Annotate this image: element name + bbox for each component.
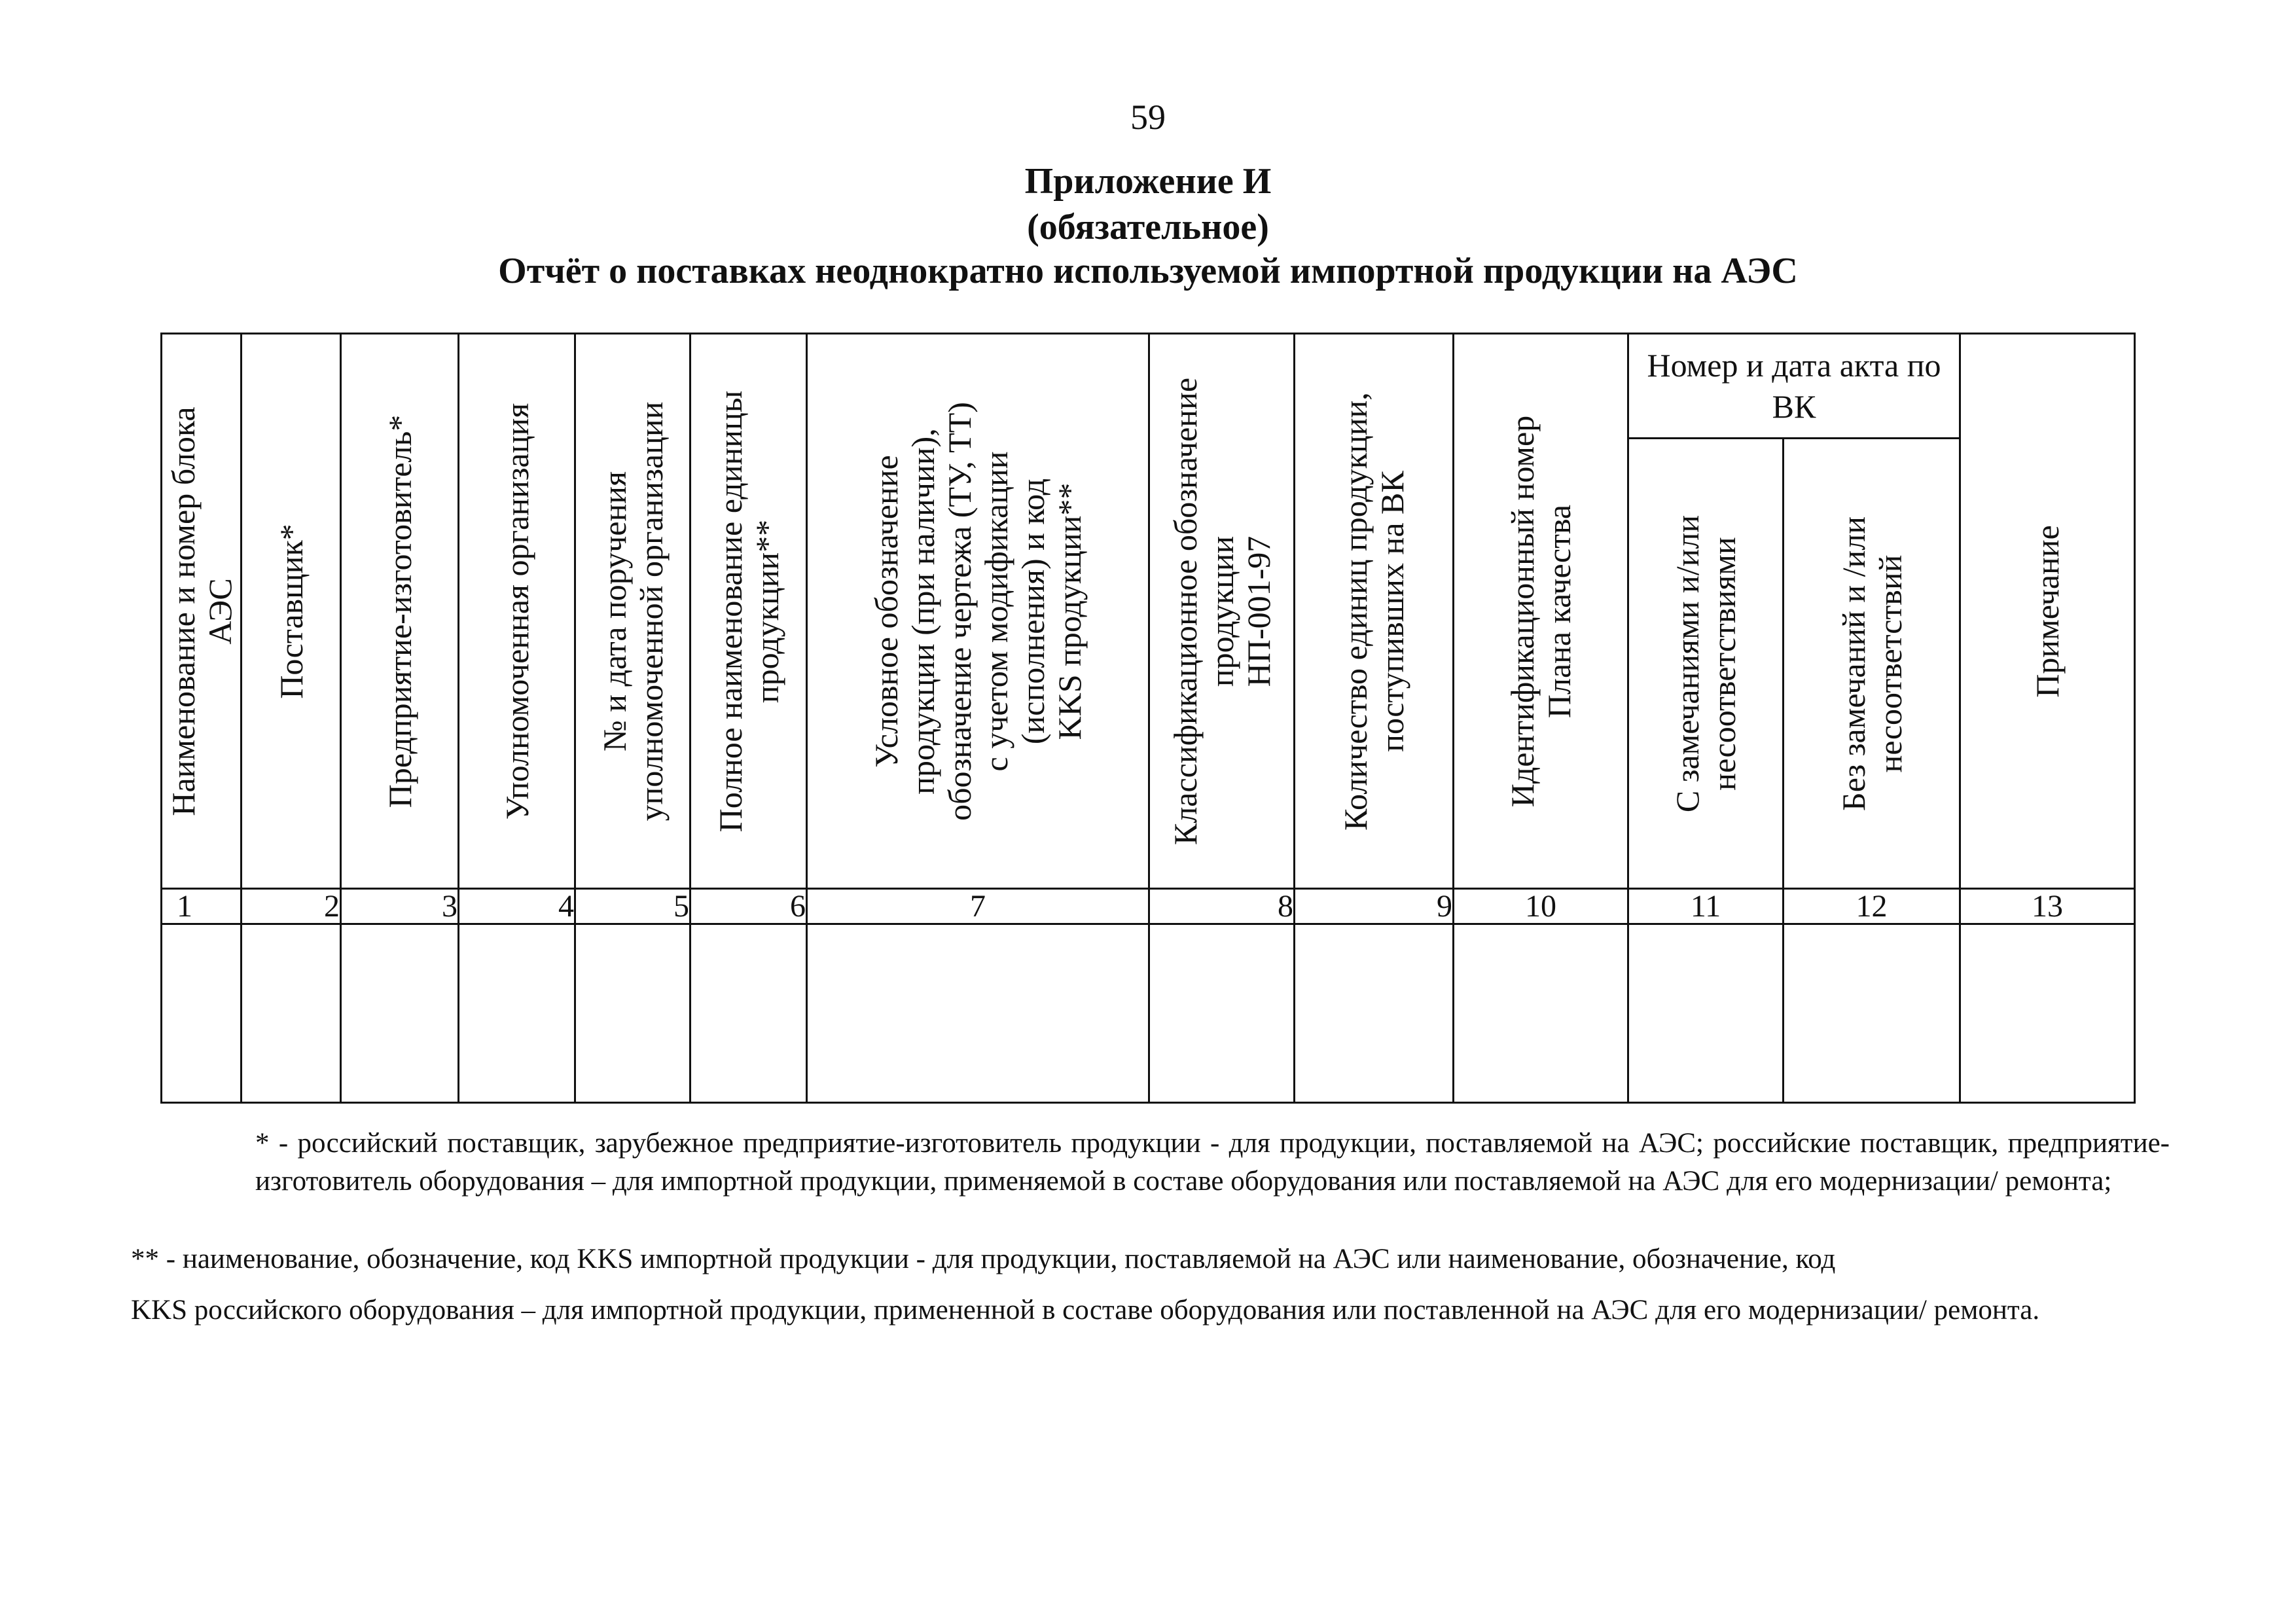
header-cell-10 xyxy=(1454,334,1628,889)
column-number: 12 xyxy=(1784,889,1960,924)
header-cell-11 xyxy=(1628,439,1784,889)
act-number-group-header: Номер и дата акта по ВК xyxy=(1628,334,1960,439)
data-cell xyxy=(162,924,242,1103)
footnote-single-asterisk: * - российский поставщик, зарубежное предприятие-изготовитель продукции - для продукции, поставляемой на АЭС; российские поставщик, предприятие-изготовитель оборудования – для импортной продукции, применяемой в составе оборудования или поставляемой на АЭС для его модернизации/ ремонта; xyxy=(255,1128,2170,1197)
header-cell-5 xyxy=(575,334,691,889)
data-cell xyxy=(1149,924,1295,1103)
data-cell xyxy=(1960,924,2135,1103)
header-text-8: Классификационное обозначение продукции НП-001-97 xyxy=(1166,377,1277,845)
header-text-7: Условное обозначение продукции (при наличии), обозначение чертежа (ТУ, ТТ) с учетом модификации (исполнения) и код KKS продукции** xyxy=(868,401,1088,821)
footnote-double-asterisk-continued: KKS российского оборудования – для импортной продукции, примененной в составе оборудования или поставленной на АЭС для его модернизации/ ремонта. xyxy=(131,1295,2040,1326)
header-cell-9 xyxy=(1295,334,1454,889)
appendix-title: Приложение И xyxy=(1024,161,1272,202)
column-number: 13 xyxy=(1960,889,2135,924)
column-number: 3 xyxy=(341,889,459,924)
header-cell-12 xyxy=(1784,439,1960,889)
appendix-status: (обязательное) xyxy=(1027,207,1269,247)
header-text-9: Количество единиц продукции, поступивших на ВК xyxy=(1337,391,1410,831)
data-cell xyxy=(1784,924,1960,1103)
column-number: 1 xyxy=(162,889,242,924)
header-text-13: Примечание xyxy=(2029,524,2066,698)
header-cell-2 xyxy=(242,334,341,889)
empty-data-row xyxy=(162,924,2135,1103)
page-number: 59 xyxy=(1130,98,1166,137)
header-text-3: Предприятие-изготовитель* xyxy=(381,414,418,808)
data-cell xyxy=(459,924,575,1103)
data-cell xyxy=(1454,924,1628,1103)
column-number: 11 xyxy=(1628,889,1784,924)
report-title: Отчёт о поставках неоднократно используемой импортной продукции на АЭС xyxy=(498,251,1798,291)
data-cell xyxy=(242,924,341,1103)
header-cell-13 xyxy=(1960,334,2135,889)
data-cell xyxy=(341,924,459,1103)
column-number: 9 xyxy=(1295,889,1454,924)
column-number: 6 xyxy=(691,889,807,924)
footnote-double-asterisk-line1: ** - наименование, обозначение, код KKS импортной продукции - для продукции, поставляемой на АЭС или наименование, обозначение, код xyxy=(131,1244,1836,1274)
column-number: 2 xyxy=(242,889,341,924)
header-cell-7 xyxy=(807,334,1149,889)
header-text-2: Поставщик* xyxy=(272,523,310,699)
header-text-5: № и дата поручения уполномоченной организации xyxy=(596,401,670,821)
data-cell xyxy=(807,924,1149,1103)
header-text-10: Идентификационный номер Плана качества xyxy=(1504,415,1577,807)
column-number: 8 xyxy=(1149,889,1295,924)
column-number: 5 xyxy=(575,889,691,924)
header-cell-8 xyxy=(1149,334,1295,889)
header-text-4: Уполномоченная организация xyxy=(498,403,535,820)
header-text-1: Наименование и номер блока АЭС xyxy=(164,406,238,816)
header-text-12: Без замечаний и /или несоответствий xyxy=(1835,516,1909,811)
column-number: 7 xyxy=(807,889,1149,924)
data-cell xyxy=(1295,924,1454,1103)
header-cell-4 xyxy=(459,334,575,889)
data-cell xyxy=(691,924,807,1103)
header-cell-1 xyxy=(162,334,242,889)
header-cell-6 xyxy=(691,334,807,889)
data-cell xyxy=(1628,924,1784,1103)
column-number: 10 xyxy=(1454,889,1628,924)
column-number-row xyxy=(162,889,2135,924)
report-table xyxy=(160,333,2136,1104)
header-text-6: Полное наименование единицы продукции** xyxy=(711,390,785,832)
data-cell xyxy=(575,924,691,1103)
header-text-11: С замечаниями и/или несоответствиями xyxy=(1669,514,1742,812)
column-number: 4 xyxy=(459,889,575,924)
header-cell-3 xyxy=(341,334,459,889)
